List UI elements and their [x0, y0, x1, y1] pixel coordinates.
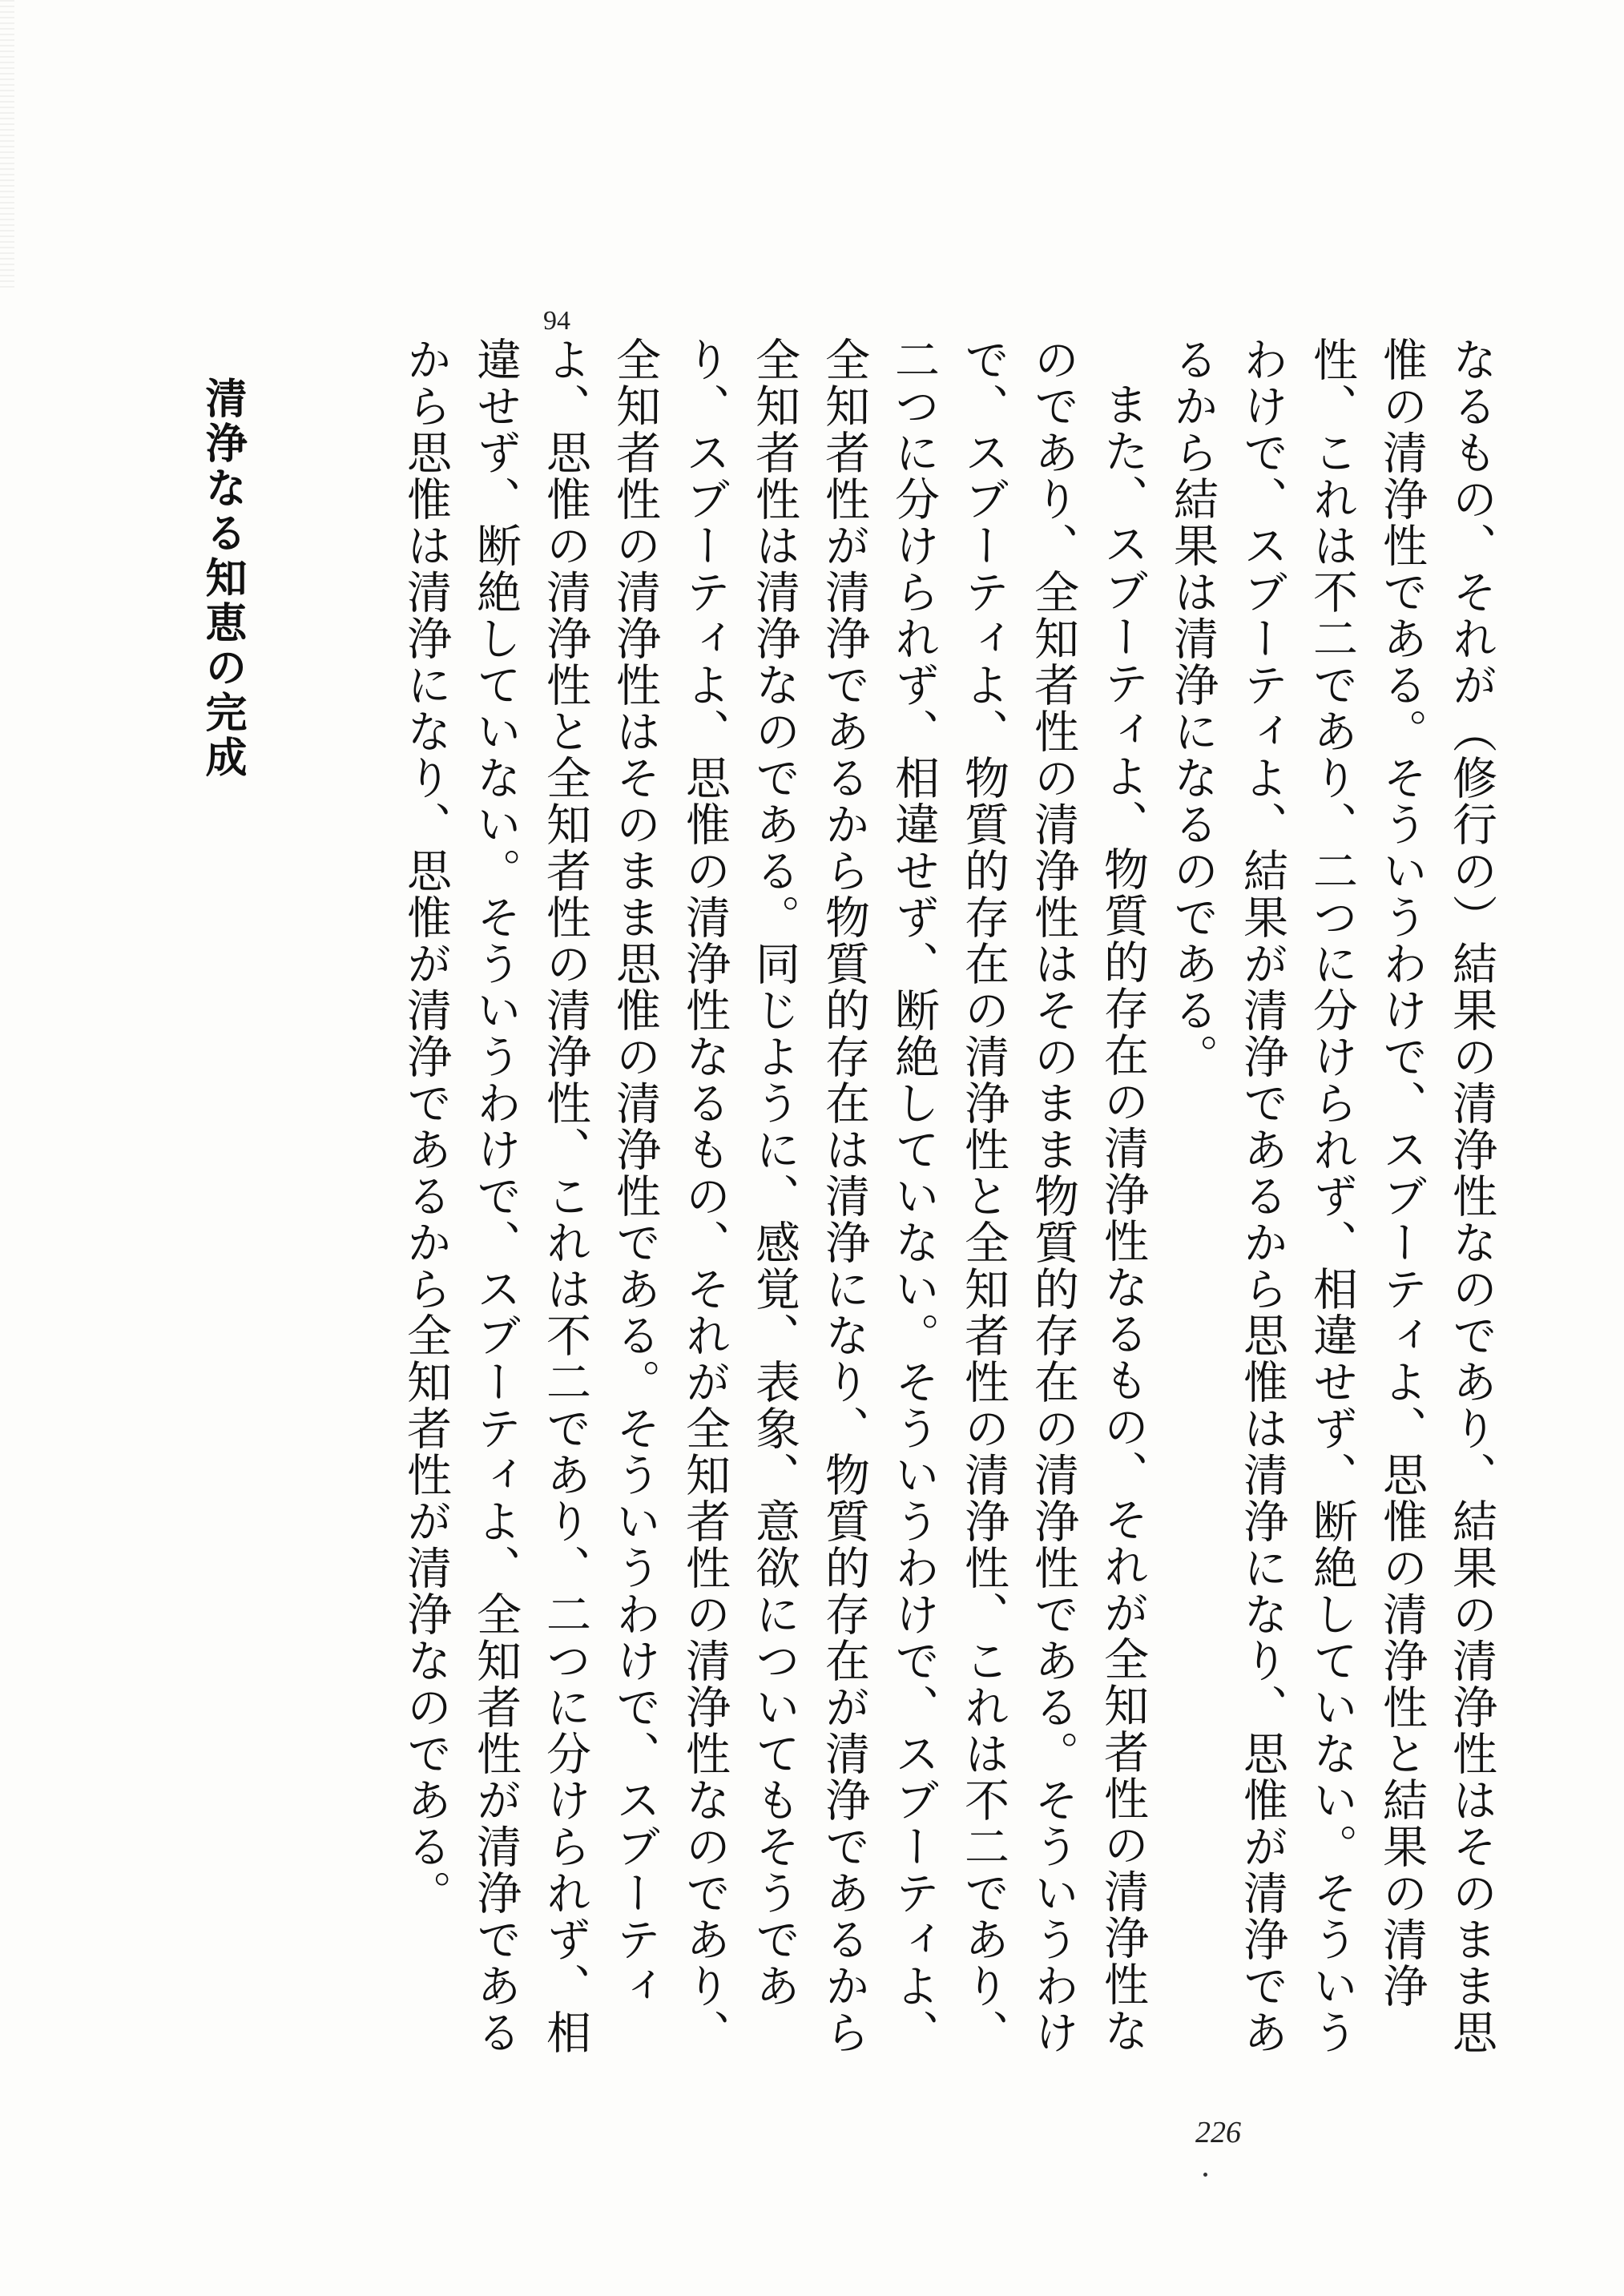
- paragraph-1: なるもの、それが（修行の）結果の清浄性なのであり、結果の清浄性はそのまま思惟の清浄性である。そういうわけで、スブーティよ、思惟の清浄性と結果の清浄性、これは不二であり、二つに分けられず、相違せず、断絶していない。そういうわけで、スブーティよ、結果が清浄であるから思惟は清浄になり、思惟が清浄であるから結果は清浄になるのである。: [1167, 336, 1497, 2056]
- paragraph-2: また、スブーティよ、物質的存在の清浄性なるもの、それが全知者性の清浄性なのであり、全知者性の清浄性はそのまま物質的存在の清浄性である。そういうわけで、スブーティよ、物質的存在の清浄性と全知者性の清浄性、これは不二であり、二つに分けられず、相違せず、断絶していない。そういうわけで、スブーティよ、全知者性が清浄であるから物質的存在は清浄になり、物質的存在が清浄であるから全知者性は清浄なのである。同じように、感覚、表象、意欲についてもそうであり、スブーティよ、思惟の清浄性なるもの、それが全知者性の清浄性なのであり、全知者性の清浄性はそのまま思惟の清浄性である。そういうわけで、スブーティよ、思惟の清浄性と全知者性の清浄性、これは不二であり、二つに分けられず、相違せず、断絶していない。そういうわけで、スブーティよ、全知者性が清浄であるから思惟は清浄になり、思惟が清浄であるから全知者性が清浄なのである。: [400, 336, 1149, 2056]
- scan-edge-artifact: [0, 0, 14, 288]
- section-title: 清浄なる知恵の完成: [198, 377, 246, 780]
- page-number-bottom: 226: [1195, 2116, 1241, 2149]
- scan-speck: [1203, 2173, 1207, 2177]
- body-text: [336, 336, 1506, 2067]
- page-number-top: 94: [543, 306, 570, 336]
